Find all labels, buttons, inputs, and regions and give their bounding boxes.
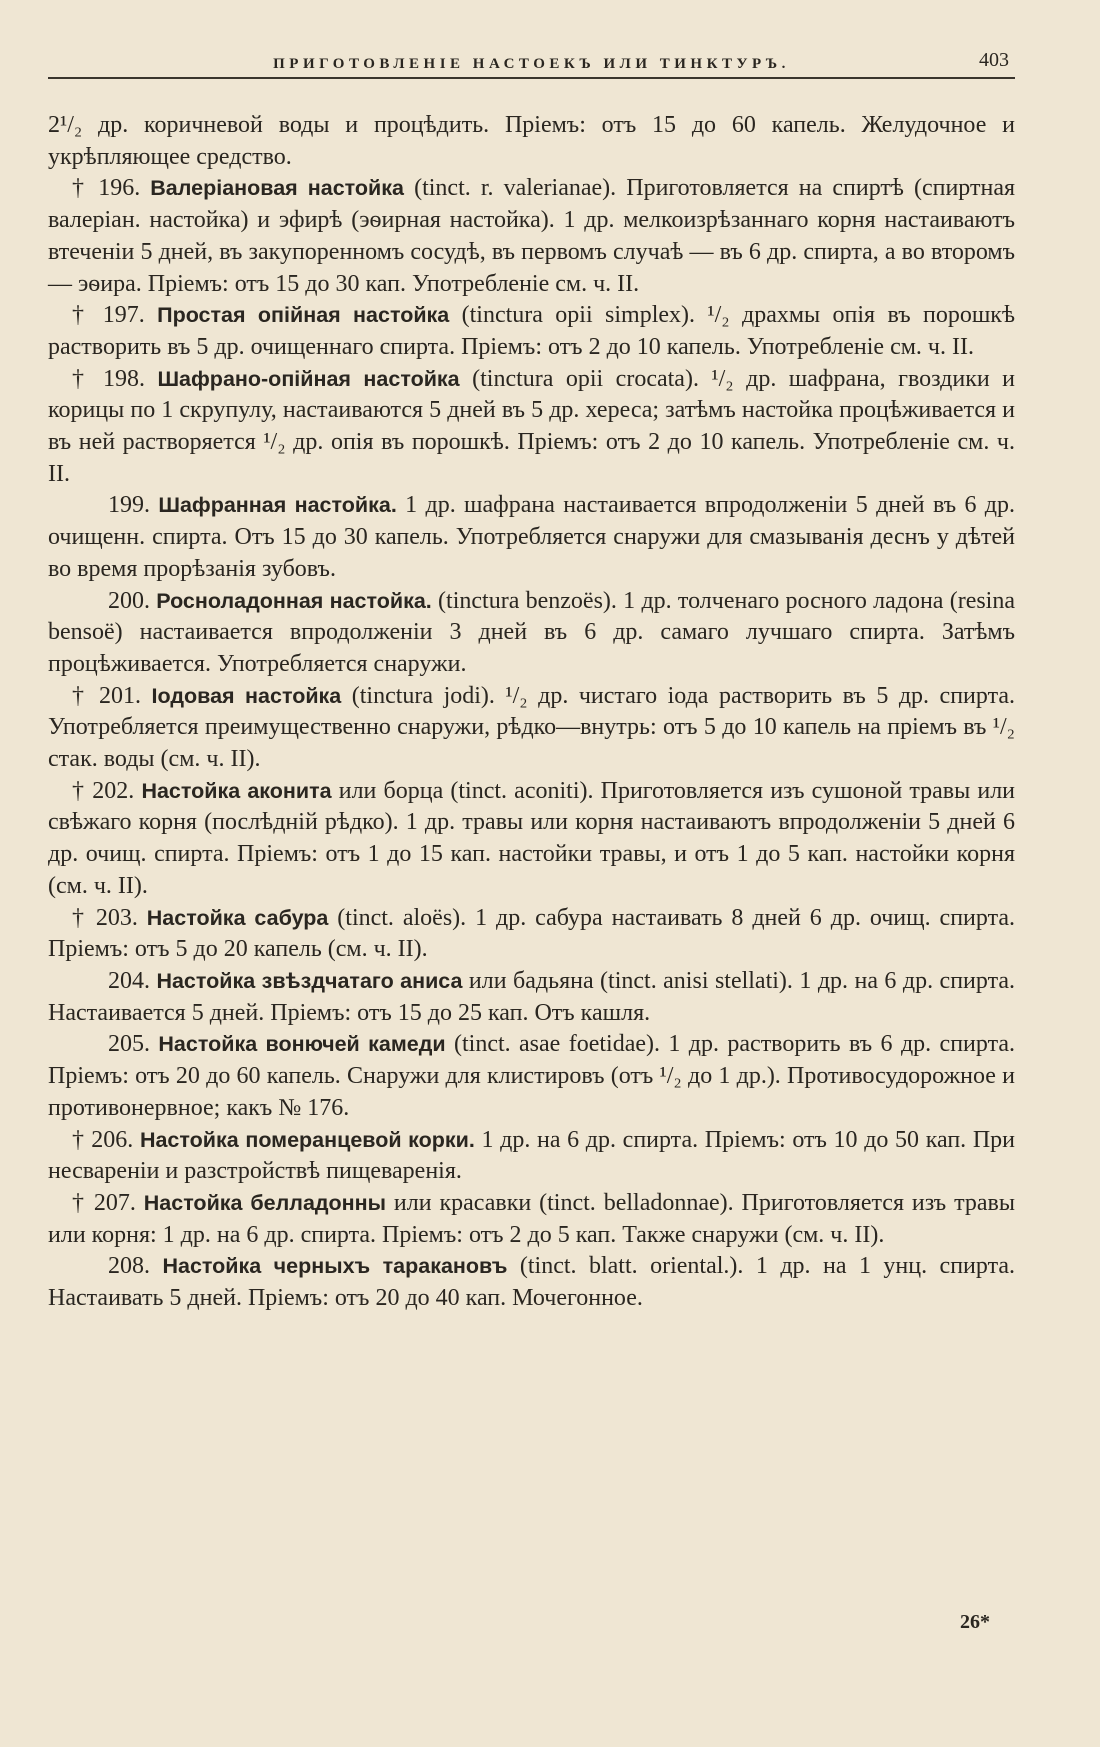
entry-text: (tinctura opii simplex). ¹/₂ драхмы опія въ порошкѣ растворить въ 5 др. очищеннаго спирта. Пріемъ: отъ 2 до 10 капель. Употребленіе см. ч. II. bbox=[48, 302, 1015, 360]
entry-number: 196. bbox=[98, 175, 151, 202]
paragraph bbox=[48, 903, 1015, 966]
entry-heading: Настойка белладонны bbox=[143, 1190, 387, 1215]
entry-text: 1 др. шафрана настаивается впродолженіи 5 дней въ 6 др. очищенн. спирта. Отъ 15 до 30 капель. Употребляется снаружи для смазыванія деснъ у дѣтей во время прорѣзанія зубовъ. bbox=[48, 492, 1016, 582]
entry-text: (tinct. asae foetidae). 1 др. растворить въ 6 др. спирта. Пріемъ: отъ 20 до 60 капель. Снаружи для клистировъ (отъ ¹/₂ до 1 др.). Противосудорожное и противонервное; какъ № 176. bbox=[48, 1031, 1016, 1121]
entry-number: 202. bbox=[92, 777, 142, 804]
entry-number: 208. bbox=[108, 1253, 163, 1280]
body-text bbox=[48, 110, 1015, 1315]
paragraph bbox=[48, 1188, 1015, 1251]
entry-heading: Іодовая настойка bbox=[151, 683, 342, 708]
paragraph bbox=[48, 490, 1015, 585]
paragraph bbox=[48, 966, 1015, 1029]
entry-number: 205. bbox=[108, 1031, 159, 1058]
paragraph bbox=[48, 681, 1015, 776]
entry-heading: Настойка черныхъ таракановъ bbox=[162, 1254, 508, 1279]
paragraph bbox=[48, 776, 1015, 903]
paragraph bbox=[48, 586, 1015, 681]
paragraph bbox=[48, 300, 1015, 363]
dagger-mark: † bbox=[72, 1189, 94, 1216]
dagger-mark: † bbox=[72, 904, 96, 931]
entry-text: или красавки (tinct. belladonnae). Приготовляется изъ травы или корня: 1 др. на 6 др. спирта. Пріемъ: отъ 2 до 5 кап. Также снаружи (см. ч. II). bbox=[48, 1189, 1016, 1248]
entry-text: 1 др. на 6 др. спирта. Пріемъ: отъ 10 до 50 кап. При несвареніи и разстройствѣ пищеваренія. bbox=[48, 1126, 1015, 1185]
paragraph bbox=[48, 364, 1015, 491]
entry-text: (tinct. blatt. oriental.). 1 др. на 1 унц. спирта. Настаивать 5 дней. Пріемъ: отъ 20 до 40 кап. Мочегонное. bbox=[48, 1253, 1016, 1312]
paragraph bbox=[48, 1251, 1015, 1314]
paragraph bbox=[48, 110, 1015, 173]
dagger-mark: † bbox=[72, 777, 93, 804]
entry-heading: Шафранная настойка. bbox=[158, 493, 397, 518]
running-title: ПРИГОТОВЛЕНІЕ НАСТОЕКЪ ИЛИ ТИНКТУРЪ. bbox=[273, 56, 790, 72]
signature-mark: 26* bbox=[960, 1611, 990, 1633]
page-header bbox=[48, 49, 1015, 79]
entry-heading: Настойка звѣздчатаго аниса bbox=[156, 968, 463, 993]
entry-heading: Настойка аконита bbox=[141, 778, 332, 803]
entry-heading: Настойка померанцевой корки. bbox=[139, 1127, 475, 1152]
entry-number: 203. bbox=[95, 904, 147, 931]
entry-text: 2¹/₂ др. коричневой воды и процѣдить. Пріемъ: отъ 15 до 60 капель. Желудочное и укрѣпляющее средство. bbox=[48, 112, 1015, 170]
entry-heading: Настойка вонючей камеди bbox=[158, 1032, 446, 1057]
entry-number: 204. bbox=[108, 967, 157, 994]
entry-text: или бадьяна (tinct. anisi stellati). 1 др. на 6 др. спирта. Настаивается 5 дней. Пріемъ: отъ 15 до 25 кап. Отъ кашля. bbox=[48, 967, 1016, 1026]
entry-number: 201. bbox=[99, 682, 152, 709]
dagger-mark: † bbox=[72, 175, 99, 202]
page-number: 403 bbox=[979, 49, 1009, 71]
dagger-mark: † bbox=[72, 682, 100, 709]
entry-heading: Шафрано-опійная настойка bbox=[157, 366, 460, 391]
dagger-mark: † bbox=[72, 365, 103, 392]
entry-text: или борца (tinct. aconiti). Приготовляется изъ сушоной травы или свѣжаго корня (послѣдній рѣдко). 1 др. травы или корня настаиваютъ впродолженіи 5 дней 6 др. очищ. спирта. Пріемъ: отъ 1 до 15 кап. настойки травы, и отъ 1 до 5 кап. настойки корня (см. ч. II). bbox=[48, 777, 1016, 899]
entry-number: 198. bbox=[102, 365, 158, 392]
entry-number: 206. bbox=[91, 1126, 140, 1153]
entry-number: 197. bbox=[102, 302, 158, 329]
entry-text: (tinctura jodi). ¹/₂ др. чистаго іода растворить въ 5 др. спирта. Употребляется преимущественно снаружи, рѣдко—внутрь: отъ 5 до 10 капель на пріемъ въ ¹/₂ стак. воды (см. ч. II). bbox=[48, 682, 1016, 773]
entry-heading: Простая опійная настойка bbox=[157, 303, 450, 328]
paragraph bbox=[48, 1125, 1015, 1188]
entry-number: 199. bbox=[108, 492, 159, 519]
dagger-mark: † bbox=[72, 1126, 92, 1153]
entry-heading: Росноладонная настойка. bbox=[156, 588, 432, 613]
entry-number: 200. bbox=[108, 587, 157, 614]
dagger-mark: † bbox=[72, 302, 103, 329]
entry-text: (tinct. r. valerianae). Приготовляется на спиртѣ (спиртная валеріан. настойка) и эфирѣ (эѳирная настойка). 1 др. мелкоизрѣзаннаго корня настаиваютъ втеченіи 5 дней, въ закупоренномъ сосудѣ, въ первомъ случаѣ — въ 6 др. спирта, а во второмъ — эѳира. Пріемъ: отъ 15 до 30 кап. Употребленіе см. ч. II. bbox=[48, 175, 1016, 297]
entry-heading: Настойка сабура bbox=[146, 905, 329, 930]
entry-text: (tinctura benzoës). 1 др. толченаго росного ладона (resina bensoë) настаивается впродолженіи 3 дней въ 6 др. самаго лучшаго спирта. Затѣмъ процѣживается. Употребляется снаружи. bbox=[48, 587, 1016, 677]
paragraph bbox=[48, 173, 1015, 300]
entry-number: 207. bbox=[93, 1189, 144, 1216]
entry-text: (tinct. aloës). 1 др. сабура настаивать 8 дней 6 др. очищ. спирта. Пріемъ: отъ 5 до 20 капель (см. ч. II). bbox=[48, 904, 1016, 963]
paragraph bbox=[48, 1029, 1015, 1124]
entry-text: (tinctura opii crocata). ¹/₂ др. шафрана, гвоздики и корицы по 1 скрупулу, настаиваются 5 дней въ 5 др. хереса; затѣмъ настойка процѣживается и въ ней растворяется ¹/₂ др. опія въ порошкѣ. Пріемъ: отъ 2 до 10 капель. Употребленіе см. ч. II. bbox=[48, 365, 1016, 487]
entry-heading: Валеріановая настойка bbox=[150, 176, 404, 201]
